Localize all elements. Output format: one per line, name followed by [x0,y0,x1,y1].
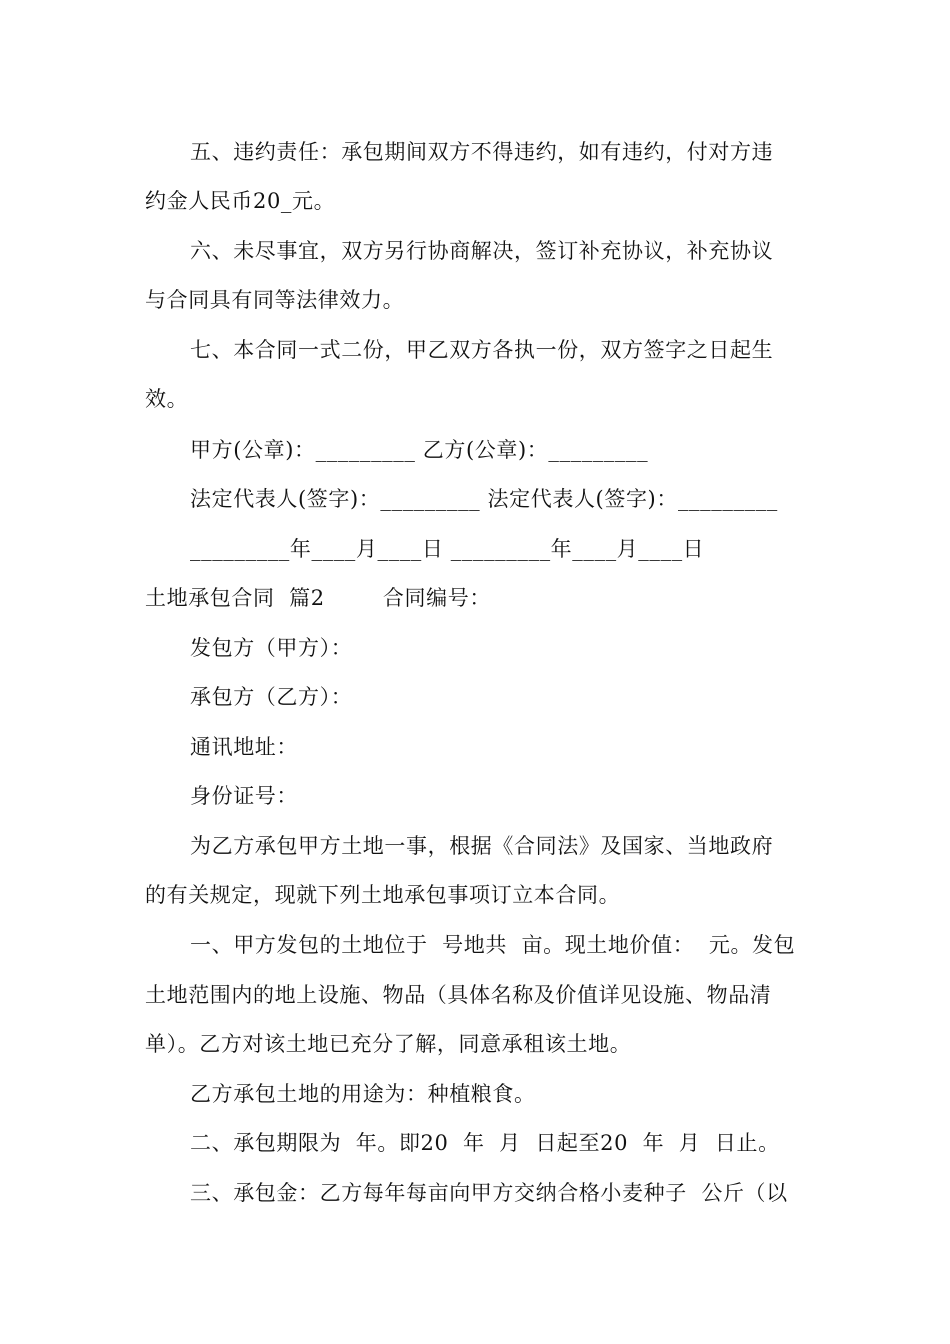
article-2-line: 二、承包期限为 年。即20 年 月 日起至20 年 月 日止。 [190,1131,780,1155]
employer-party-line: 发包方（甲方）： [190,636,353,660]
clause-5-line-2: 约金人民币20_元。 [145,189,336,213]
clause-5-line-1: 五、违约责任：承包期间双方不得违约，如有违约，付对方违 [190,140,774,164]
contractor-party-line: 承包方（乙方）： [190,685,353,709]
article-1-line-3: 单）。乙方对该土地已充分了解，同意承租该土地。 [145,1032,632,1056]
clause-6-line-2: 与合同具有同等法律效力。 [145,288,405,312]
article-1-line-1: 一、甲方发包的土地位于 号地共 亩。现土地价值： 元。发包 [190,933,796,957]
section-title: 土地承包合同 篇2 合同编号： [145,586,491,610]
preamble-line-2: 的有关规定，现就下列土地承包事项订立本合同。 [145,883,621,907]
clause-7-line-2: 效。 [145,387,189,411]
address-line: 通讯地址： [190,735,298,759]
clause-7-line-1: 七、本合同一式二份，甲乙双方各执一份，双方签字之日起生 [190,338,774,362]
clause-6-line-1: 六、未尽事宜，双方另行协商解决，签订补充协议，补充协议 [190,239,774,263]
article-1-line-2: 土地范围内的地上设施、物品（具体名称及价值详见设施、物品清 [145,983,772,1007]
id-number-line: 身份证号： [190,784,298,808]
article-3-line: 三、承包金：乙方每年每亩向甲方交纳合格小麦种子 公斤（以 [190,1181,788,1205]
land-use-line: 乙方承包土地的用途为：种植粮食。 [190,1082,536,1106]
date-line: _________年____月____日 _________年____月____日 [190,537,705,561]
representative-signature-line: 法定代表人(签字)：_________ 法定代表人(签字)：_________ [190,487,778,511]
preamble-line-1: 为乙方承包甲方土地一事，根据《合同法》及国家、当地政府 [190,834,774,858]
seal-line: 甲方(公章)：_________ 乙方(公章)：_________ [190,438,649,462]
